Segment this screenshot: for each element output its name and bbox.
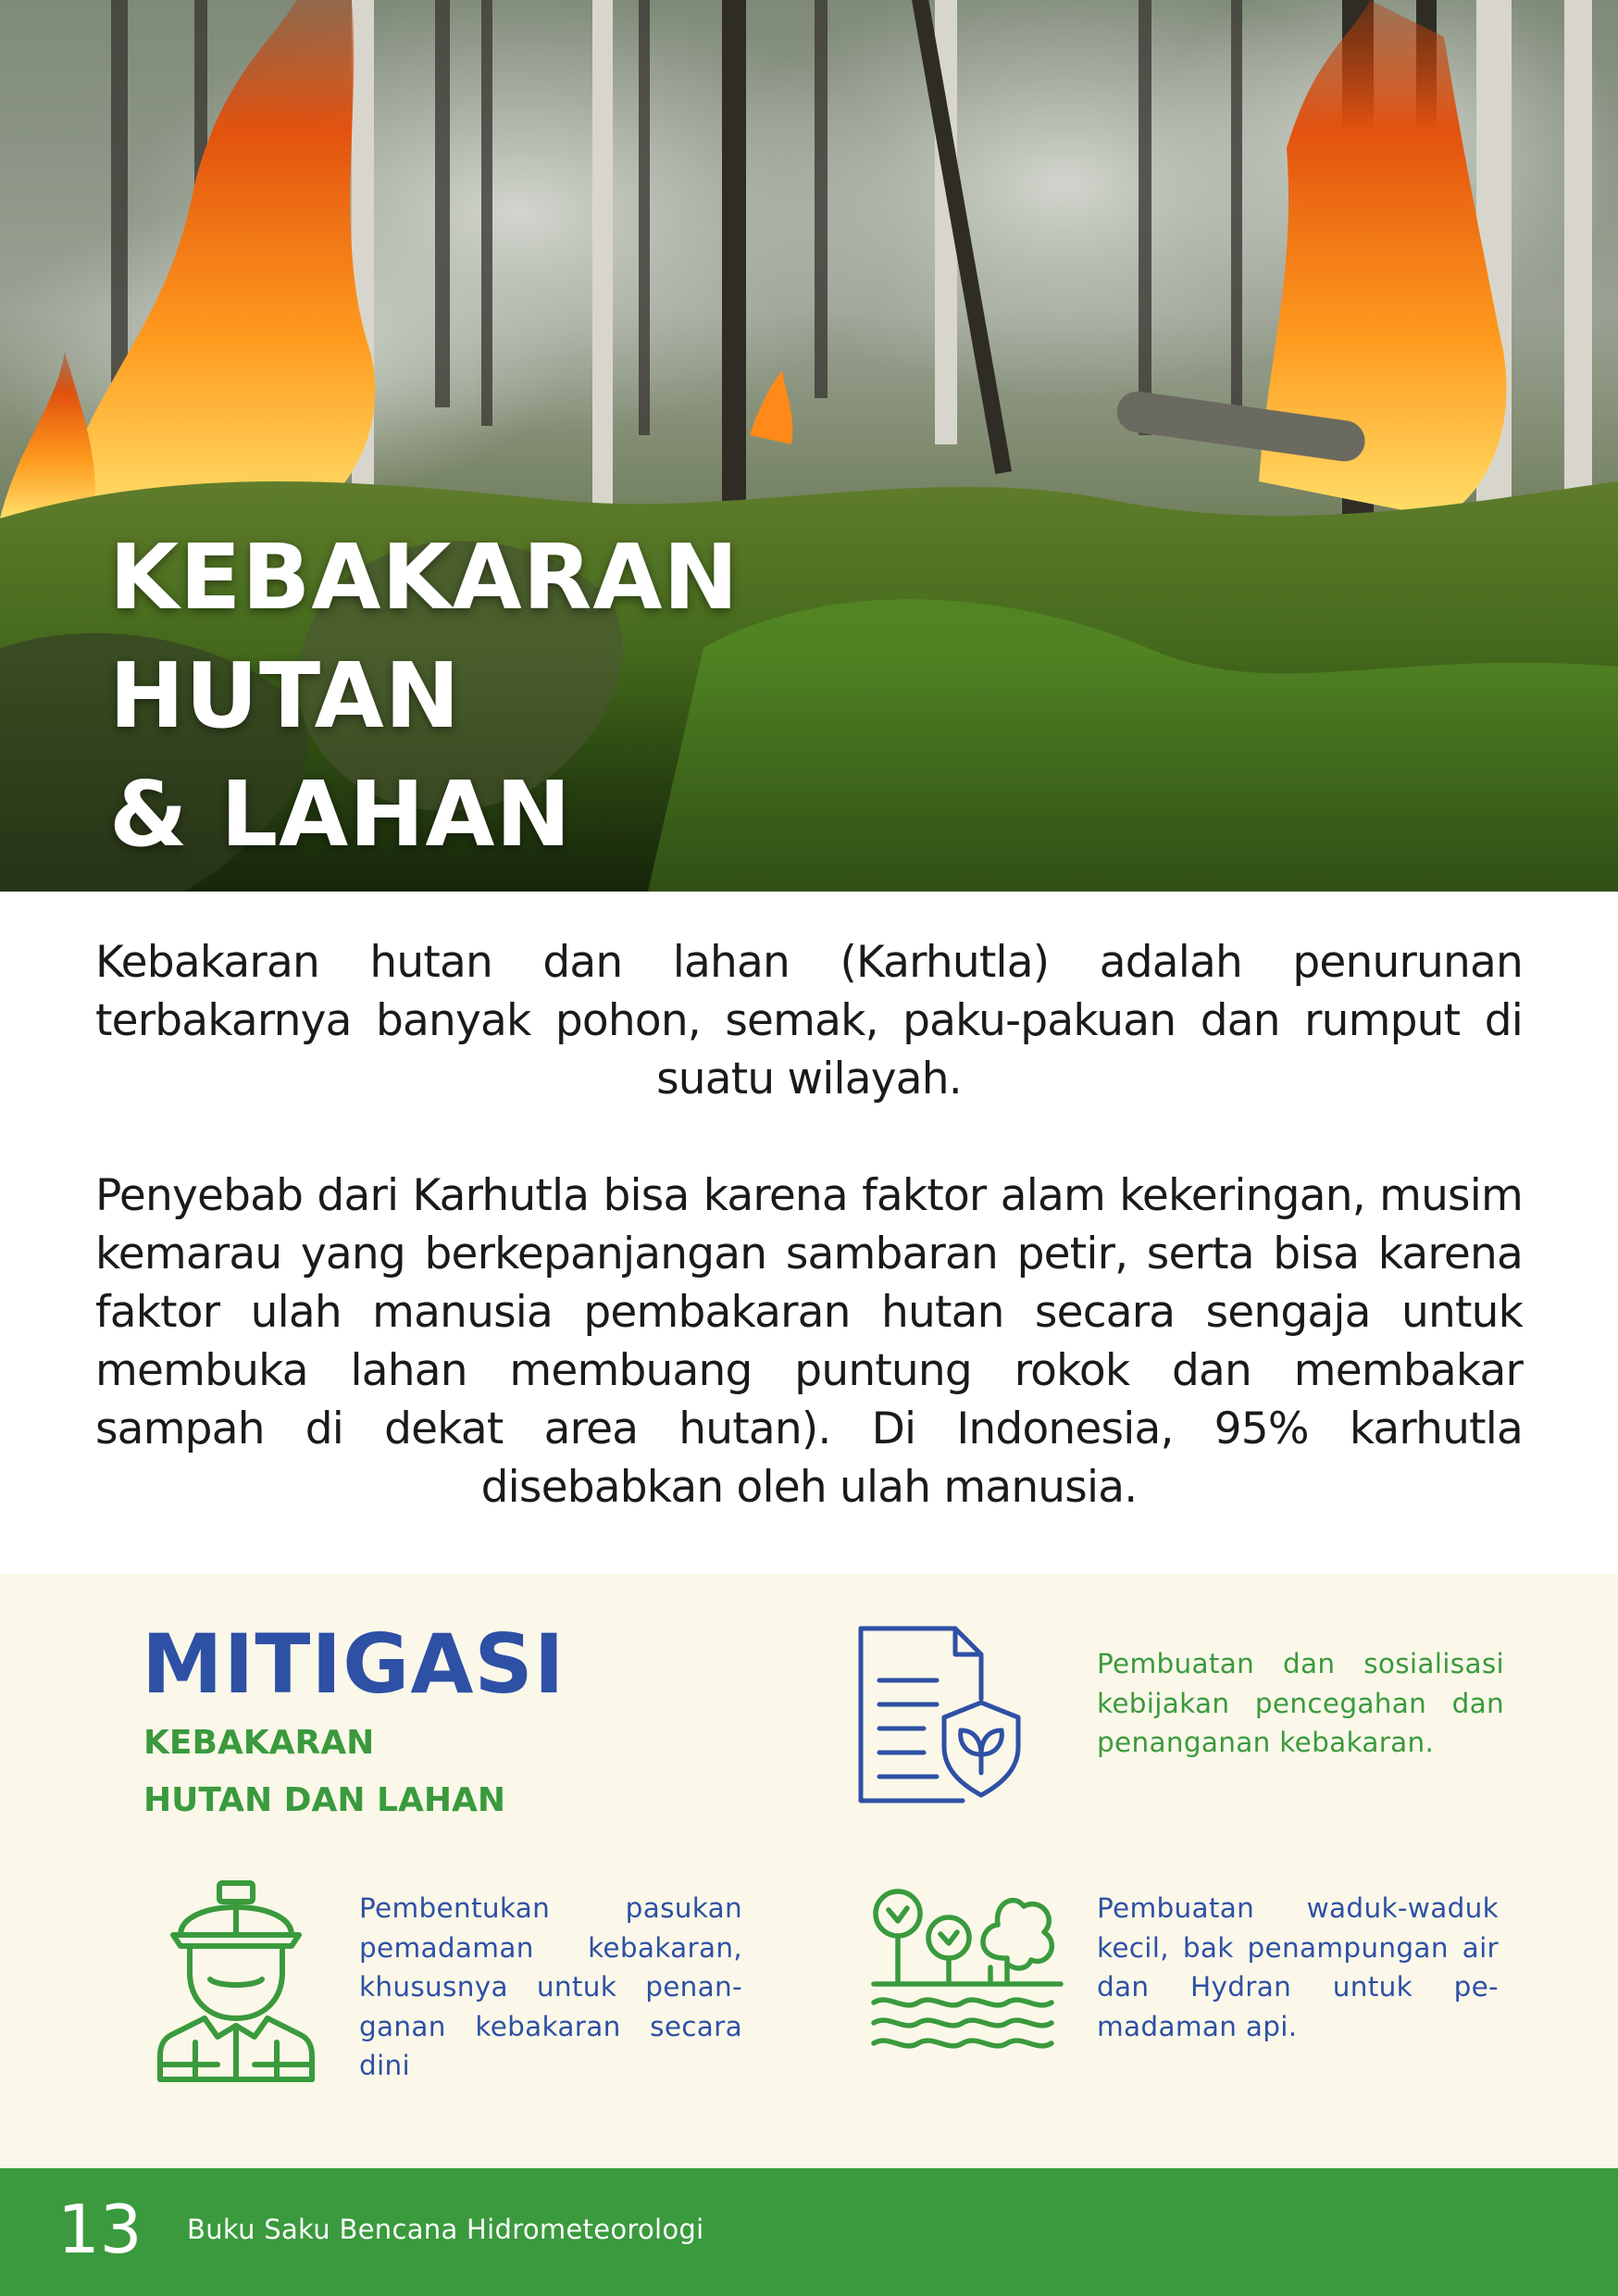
hero-title-line-3: & LAHAN	[109, 762, 572, 867]
hero-title-line-1: KEBAKARAN	[109, 525, 740, 630]
firefighter-icon	[153, 1879, 319, 2083]
mitigasi-subtitle-line-2: HUTAN DAN LAHAN	[143, 1781, 505, 1819]
mitigasi-item-water-reservoir-text: Pembuatan waduk-waduk kecil, bak penampungan air dan Hydran untuk pe-madaman api.	[1097, 1892, 1499, 2042]
hero-title-line-2: HUTAN	[109, 643, 461, 748]
hero-title	[109, 518, 740, 874]
hero-forest-fire-photo	[0, 0, 1618, 892]
intro-paragraph-definition: Kebakaran hutan dan lahan (Karhutla) adalah penurunan terbakarnya banyak pohon, semak, paku-pakuan dan rumput di suatu wilayah.	[95, 937, 1523, 1104]
mitigasi-title: MITIGASI	[142, 1616, 566, 1712]
intro-paragraph-causes: Penyebab dari Karhutla bisa karena faktor alam kekeringan, musim kemarau yang berkepanjangan sambaran petir, serta bisa karena faktor ulah manusia pembakaran hutan secara sengaja untuk membuka lahan membuang puntung rokok dan membakar sampah di dekat area hutan). Di Indonesia, 95% karhutla disebabkan oleh ulah manusia.	[95, 1170, 1523, 1513]
mitigasi-item-firefighter-text: Pembentukan pasukan pemadaman kebakaran, khususnya untuk penan-ganan kebakaran secara dini	[359, 1892, 742, 2081]
footer-bar	[0, 2168, 1618, 2296]
mitigasi-panel	[0, 1574, 1618, 2168]
policy-document-shield-icon	[852, 1625, 1027, 1805]
book-title: Buku Saku Bencana Hidrometeorologi	[187, 2214, 704, 2245]
trees-water-icon	[870, 1875, 1064, 2069]
mitigasi-subtitle-line-1: KEBAKARAN	[143, 1724, 375, 1762]
mitigasi-item-policy-text: Pembuatan dan sosialisasi kebijakan pencegahan dan penanganan kebakaran.	[1097, 1648, 1504, 1758]
mitigasi-subtitle	[143, 1715, 505, 1829]
intro-text	[95, 933, 1523, 1516]
page-number: 13	[57, 2190, 143, 2268]
